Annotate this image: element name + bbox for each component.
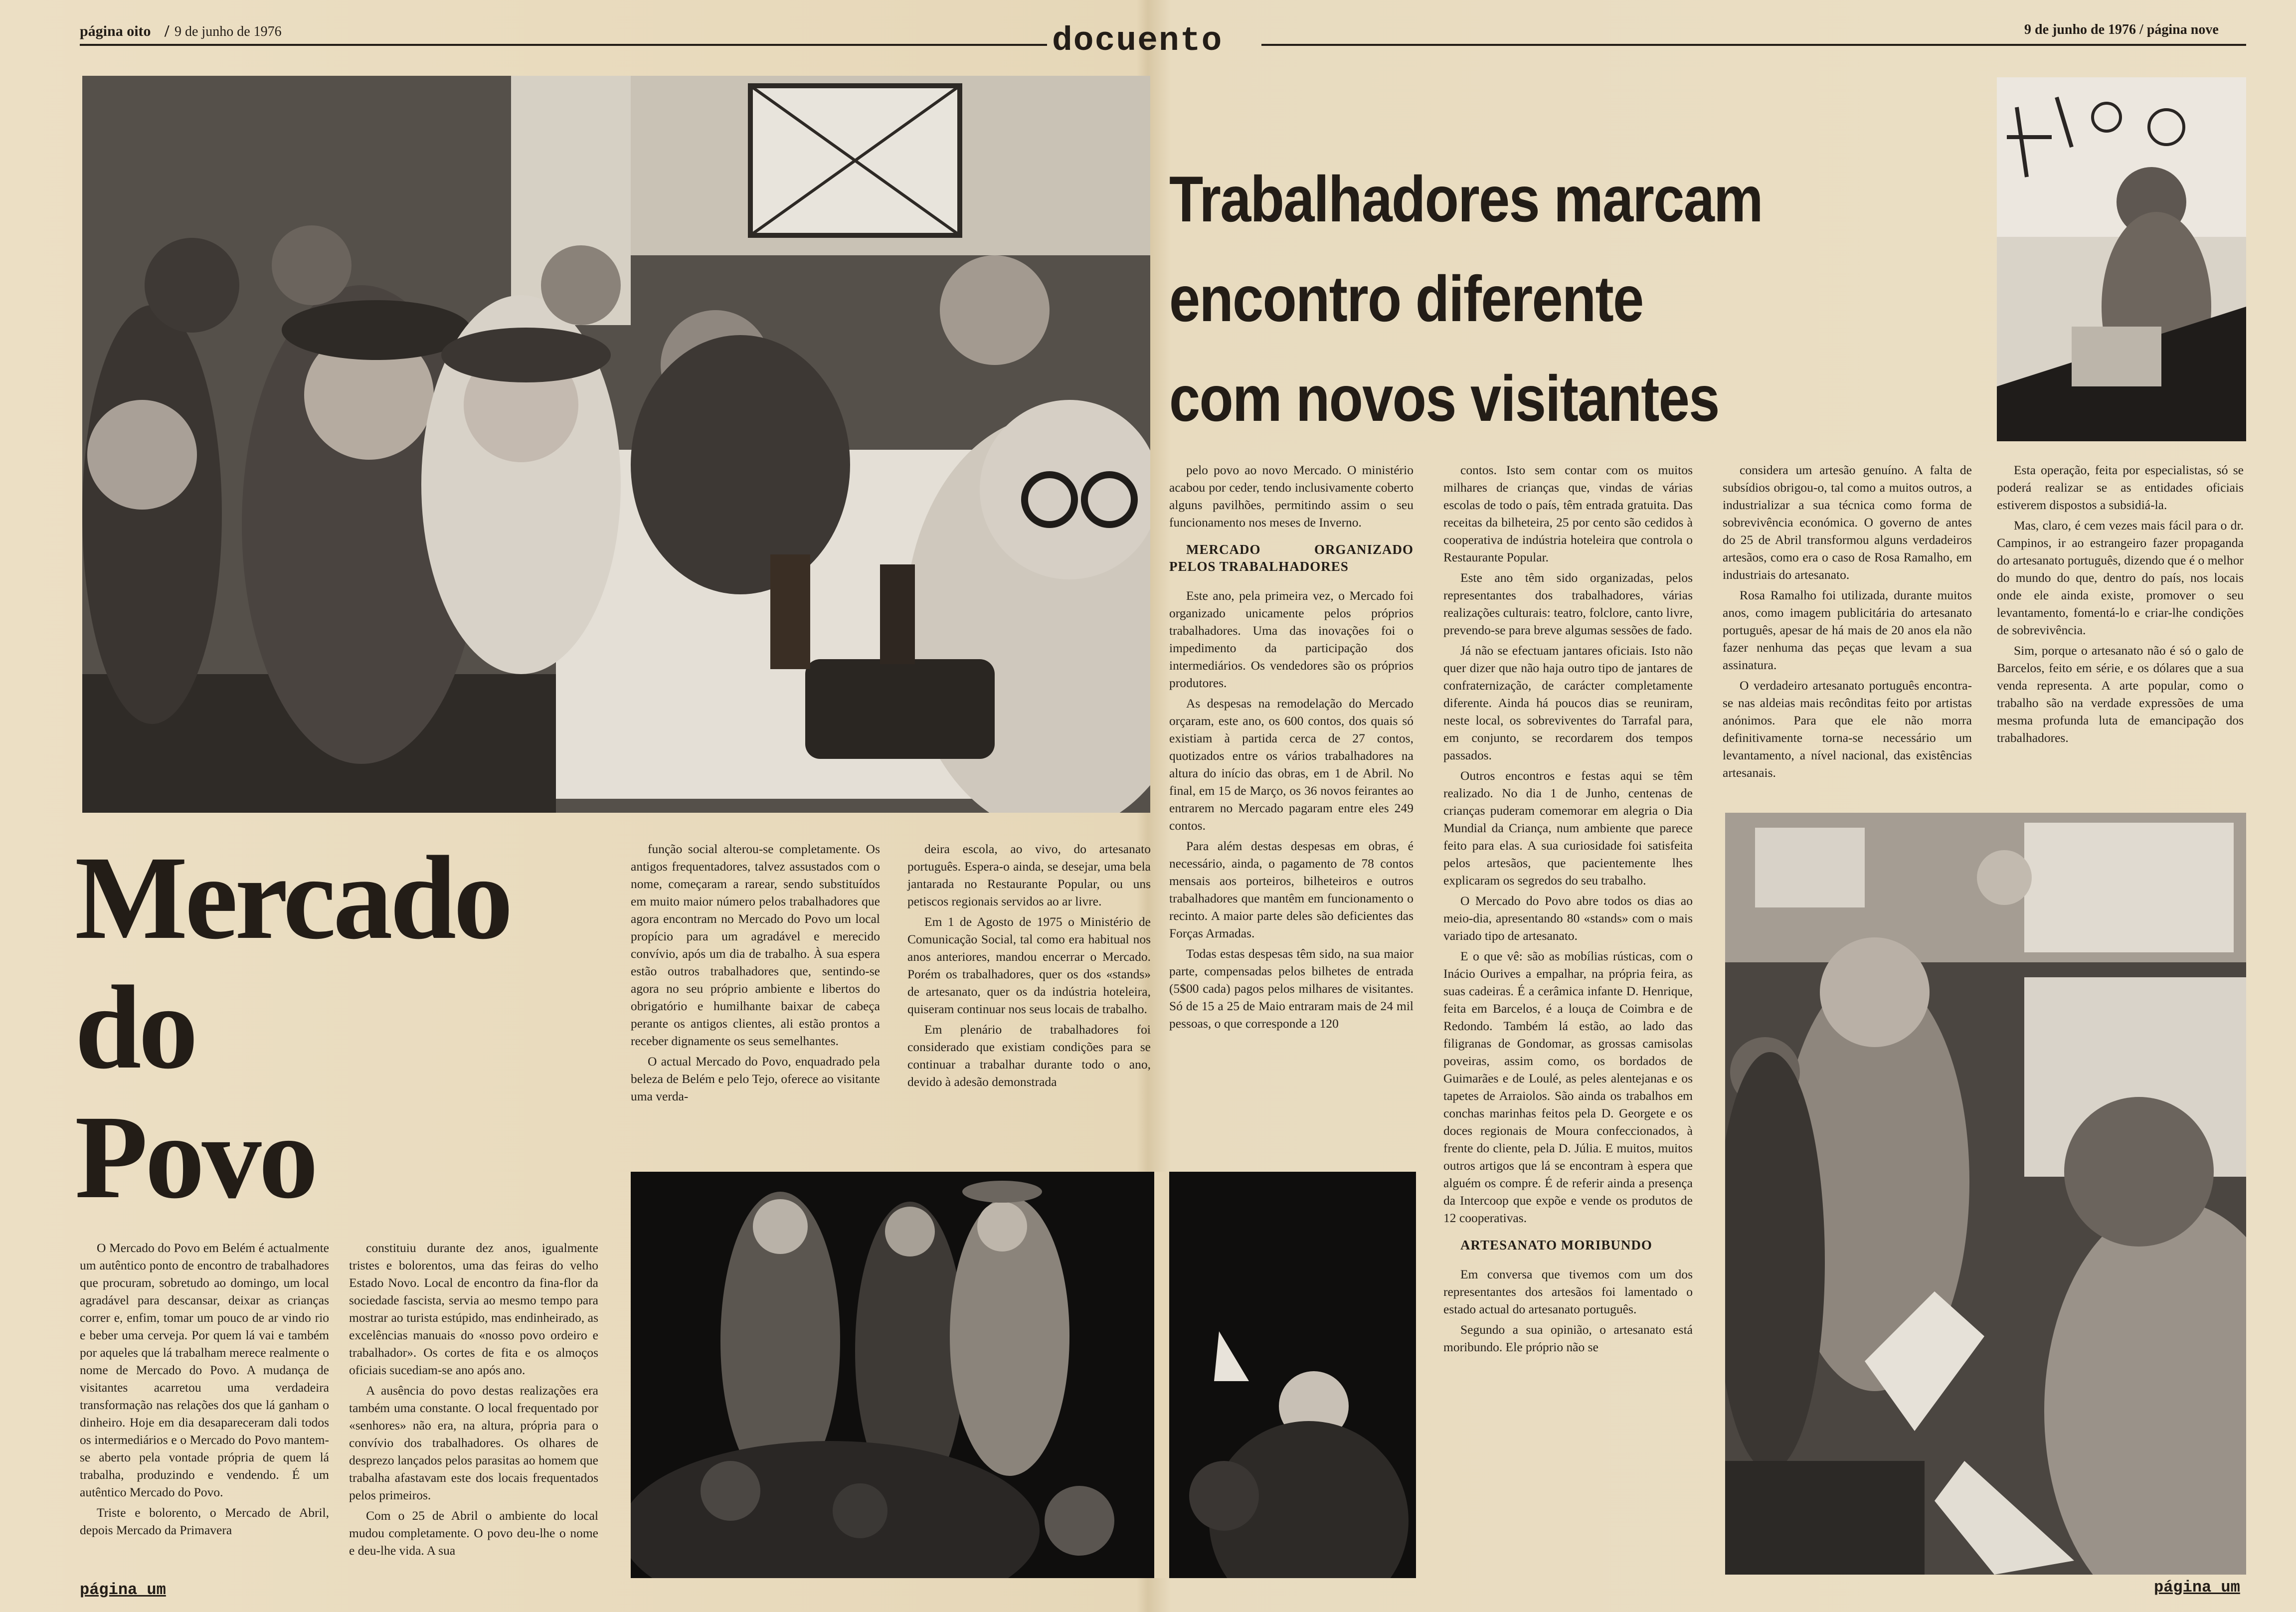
paragraph: Segundo a sua opinião, o artesanato está moribundo. Ele próprio não se <box>1443 1322 1693 1354</box>
paragraph: As despesas na remodelação do Mercado orçaram, este ano, os 600 contos, dos quais só existiam à partida cerca de 27 contos, quotizados entre os vários trabalhadores na altura do início das obras, em 1 de Abril. No final, em 15 de Março, os 36 novos feirantes ao entrarem no Mercado pagaram entre eles 249 contos. <box>1169 696 1413 833</box>
right-column-4 <box>1997 461 2244 749</box>
paragraph: O verdadeiro artesanato português encontra-se nas aldeias mais recônditas feito por artistas anónimos. Para que ele não morra definitivamente torna-se necessário um levantamento, a nível nacional, das existências artesanais. <box>1723 678 1972 780</box>
paragraph: Em plenário de trabalhadores foi considerado que existiam condições para se continuar a trabalhar durante todo o ano, devido à adesão demonstrada <box>907 1022 1151 1089</box>
right-headline-line2: encontro diferente <box>1169 262 1643 335</box>
paragraph: Todas estas despesas têm sido, na sua maior parte, compensadas pelos bilhetes de entrada (5$00 cada) pagos pelos milhares de visitantes. Só de 15 a 25 de Maio entraram mais de 24 mil pessoas, o que corresponde a 120 <box>1169 946 1413 1031</box>
right-column-1 <box>1169 461 1413 1035</box>
header-rule-left <box>80 44 1047 46</box>
paragraph: pelo povo ao novo Mercado. O ministério acabou por ceder, tendo inclusivamente coberto alguns pavilhões, permitindo assim o seu funcionamento nos meses de Inverno. <box>1169 463 1413 530</box>
paragraph: função social alterou-se completamente. Os antigos frequentadores, talvez assustados com o nome, começaram a rarear, sendo substituídos em muito maior número pelos trabalhadores que agora encontram no Mercado do Povo um local propício para um agradável e merecido convívio, após um dia de trabalho. À sua espera estão outros trabalhadores que, sentindo-se agora no seu próprio ambiente e libertos do obrigatório e humilhante baixar de cabeça perante os antigos clientes, ali estão prontos a receber dignamente os seus semelhantes. <box>631 842 880 1048</box>
paragraph: Com o 25 de Abril o ambiente do local mudou completamente. O povo deu-lhe o nome e deu-lhe vida. A sua <box>349 1508 598 1558</box>
left-footer-link[interactable]: página um <box>80 1581 166 1599</box>
paragraph: deira escola, ao vivo, do artesanato português. Espera-o ainda, se desejar, uma bela jantarada no Restaurante Popular, ou uns petiscos regionais servidos ao ar livre. <box>907 842 1151 908</box>
right-headline-line3: com novos visitantes <box>1169 362 1719 435</box>
paragraph: O actual Mercado do Povo, enquadrado pela beleza de Belém e pelo Tejo, oferece ao visitante uma verda- <box>631 1054 880 1103</box>
paragraph: Outros encontros e festas aqui se têm realizado. No dia 1 de Junho, centenas de crianças puderam comemorar em alegria o Dia Mundial da Criança, num ambiente que parece feito para elas. A sua curiosidade foi satisfeita pelos artesãos, que pacientemente lhes explicaram os segredos do seu trabalho. <box>1443 768 1693 888</box>
right-column-2 <box>1443 461 1693 1359</box>
left-column-1 <box>80 1239 329 1542</box>
header-rule-right <box>1261 44 2246 46</box>
paragraph: Para além destas despesas em obras, é necessário, ainda, o pagamento de 78 contos mensais aos porteiros, bilheteiros e outros trabalhadores que mantêm em funcionamento o recinto. A maior parte deles são deficientes das Forças Armadas. <box>1169 839 1413 940</box>
paragraph: A ausência do povo destas realizações era também uma constante. O local frequentado por «senhores» não era, na altura, própria para o convívio dos trabalhadores. Os olhares de desprezo lançados pelos parasitas ao homem que trabalha afastavam este dos locais frequentados pelos primeiros. <box>349 1383 598 1502</box>
left-title-line2: do <box>75 961 195 1093</box>
photo-market-diners <box>82 76 1150 813</box>
paragraph: contos. Isto sem contar com os muitos milhares de crianças que, vindas de várias escolas de todo o país, têm entrada gratuita. Das receitas da bilheteira, 25 por cento são cedidos à cooperativa de indústria hoteleira que controla o Restaurante Popular. <box>1443 463 1693 564</box>
paragraph: Este ano têm sido organizadas, pelos representantes dos trabalhadores, várias realizações culturais: teatro, folclore, canto livre, prevendo-se para breve algumas sessões de fado. <box>1443 570 1693 637</box>
paragraph: Em conversa que tivemos com um dos representantes dos artesãos foi lamentado o estado actual do artesanato português. <box>1443 1267 1693 1316</box>
right-headline-line1: Trabalhadores marcam <box>1169 163 1763 235</box>
left-column-3 <box>631 840 880 1108</box>
right-footer-link[interactable]: página um <box>2154 1578 2240 1597</box>
paragraph: Esta operação, feita por especialistas, só se poderá realizar se as entidades oficiais estiverem dispostos a subsidiá-la. <box>1997 463 2244 512</box>
photo-musicians-stage <box>631 1172 1416 1578</box>
paragraph: Já não se efectuam jantares oficiais. Isto não quer dizer que não haja outro tipo de jantares de confraternização, de carácter completamente diferente. Ainda há poucos dias se reuniram, neste local, os sobreviventes do Tarrafal para, em conjunto, se recordarem dos tempos passados. <box>1443 643 1693 762</box>
paragraph: Mas, claro, é cem vezes mais fácil para o dr. Campinos, ir ao estrangeiro fazer propaganda do artesanato português, dizendo que é o melhor do mundo do que, dentro do país, nos locais onde ele ainda existe, promover o seu levantamento, fomentá-lo e criar-lhe condições de sobrevivência. <box>1997 518 2244 637</box>
left-page-number: página oito <box>80 23 151 39</box>
paragraph: Sim, porque o artesanato não é só o galo de Barcelos, feito em série, e os dólares que a sua venda representa. A arte popular, como o trabalho são na verdade expressões de uma mesma profunda luta de emancipação dos trabalhadores. <box>1997 643 2244 745</box>
section-heading-mercado-organizado: MERCADO ORGANIZADO PELOS TRABALHADORES <box>1169 542 1413 574</box>
paragraph: Este ano, pela primeira vez, o Mercado foi organizado unicamente pelos próprios trabalhadores. Uma das inovações foi o impedimento da participação dos intermediários. Os vendedores são os próprios produtores. <box>1169 588 1413 690</box>
paragraph: Triste e bolorento, o Mercado de Abril, depois Mercado da Primavera <box>80 1505 329 1537</box>
right-date-page: 9 de junho de 1976 / página nove <box>2024 22 2219 37</box>
left-date: 9 de junho de 1976 <box>175 24 282 39</box>
paragraph: O Mercado do Povo abre todos os dias ao meio-dia, apresentando 80 «stands» com o mais variado tipo de artesanato. <box>1443 894 1693 943</box>
paragraph: E o que vê: são as mobílias rústicas, com o Inácio Ourives a empalhar, na própria feira, as suas cadeiras. É a cerâmica infante D. Henrique, feita em Barcelos, é a louça de Coimbra e de Redondo. Também lá estão, ao lado das filigranas de Gondomar, as grossas camisolas poveiras, assim como, os bordados de Guimarães e de Loulé, as peles alentejanas e os tapetes de Arraiolos. São ainda os trabalhos em conchas marinhas feitos pela D. Georgete e os doces regionais de Moura confeccionados, à frente do cliente, pela D. Júlia. E muitos, muitos outros artigos que lá se encontram à espera que alguém os compre. É de referir ainda a presença da Intercoop que expõe e vende os produtos de 12 cooperativas. <box>1443 949 1693 1225</box>
left-title-line1: Mercado <box>75 831 511 964</box>
right-column-3 <box>1723 461 1972 784</box>
paragraph: constituiu durante dez anos, igualmente tristes e bolorentos, uma das feiras do velho Estado Novo. Local de encontro da fina-flor da sociedade fascista, servia ao mesmo tempo para mostrar ao turista estúpido, mas endinheirado, as excelências manuais do «nosso povo ordeiro e trabalhador». Os cortes de fita e os almoços oficiais sucediam-se ano após ano. <box>349 1241 598 1377</box>
paragraph: O Mercado do Povo em Belém é actualmente um autêntico ponto de encontro de trabalhadores que procuram, sobretudo ao domingo, um local agradável para descansar, deixar as crianças correr e, enfim, tomar um pouco de ar vindo rio e beber uma cerveja. Por quem lá vai e também por aqueles que lá trabalham merece realmente o nome de Mercado do Povo. A mudança de visitantes acarretou uma verdadeira transformação nas relações dos que lá ganham o dinheiro. Hoje em dia desapareceram dali todos os intermediários e o Mercado do Povo mantem-se aberto pela vontade própria de quem lá trabalha, produzindo e vendendo. É um autêntico Mercado do Povo. <box>80 1241 329 1499</box>
photo-child-drawing <box>1997 77 2246 441</box>
header-slash: / <box>165 22 170 40</box>
section-heading-artesanato-moribundo: ARTESANATO MORIBUNDO <box>1460 1238 1652 1253</box>
left-column-4 <box>907 840 1151 1093</box>
paragraph: Em 1 de Agosto de 1975 o Ministério de Comunicação Social, tal como era habitual nos anos anteriores, mandou encerrar o Mercado. Porém os trabalhadores, quer os dos «stands» de artesanato, quer os da indústria hoteleira, quiseram continuar nos seus locais de trabalho. <box>907 914 1151 1016</box>
photo-children-stand <box>1725 813 2246 1575</box>
left-title-line3: Povo <box>75 1090 316 1223</box>
section-name: docuento <box>1052 22 1223 60</box>
paragraph: considera um artesão genuíno. A falta de subsídios obrigou-o, tal como a muitos outros, a industrializar a sua técnica como forma de sobrevivência económica. O governo de antes do 25 de Abril transformou alguns verdadeiros artesãos, como era o caso de Rosa Ramalho, em industriais do artesanato. <box>1723 463 1972 582</box>
left-column-2 <box>349 1239 598 1562</box>
paragraph: Rosa Ramalho foi utilizada, durante muitos anos, como imagem publicitária do artesanato português, apesar de há mais de 20 anos ela não fazer nenhuma das peças que levam a sua assinatura. <box>1723 588 1972 672</box>
